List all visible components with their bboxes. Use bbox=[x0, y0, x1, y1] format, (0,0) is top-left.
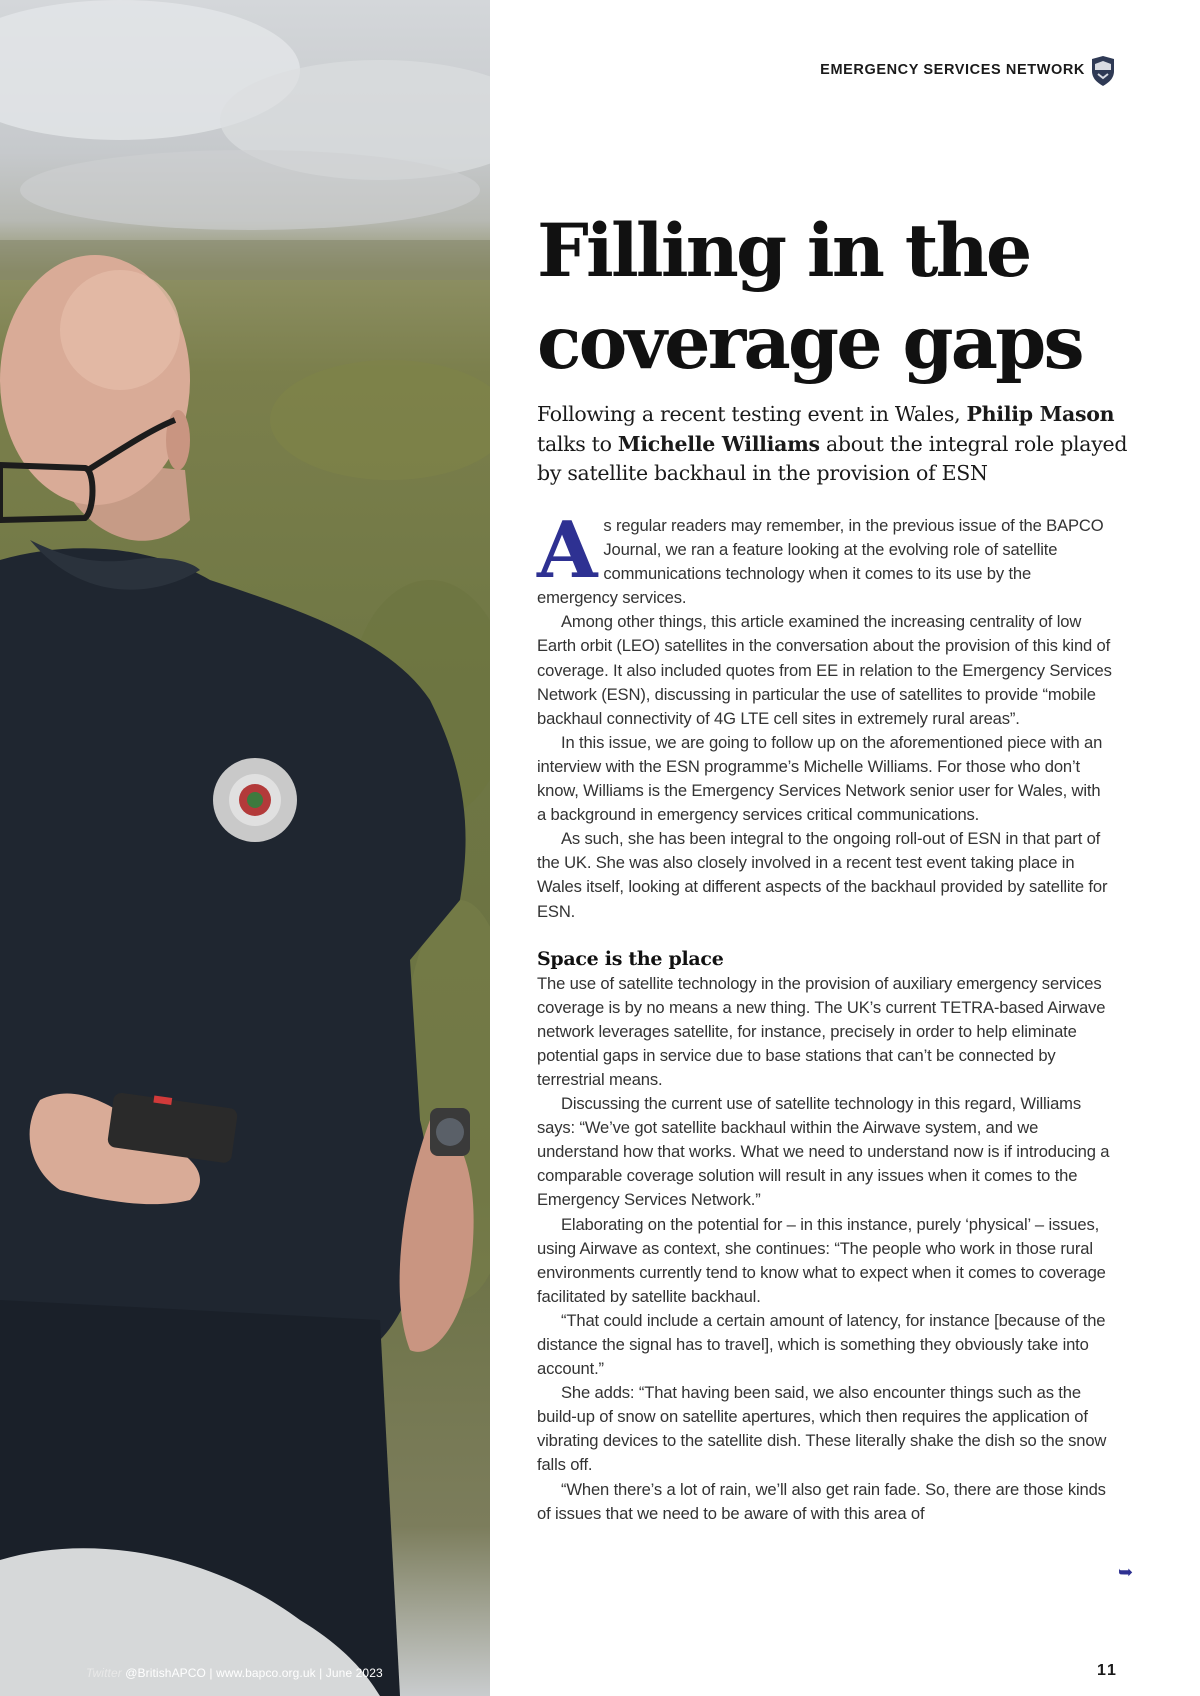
drop-cap: A bbox=[537, 505, 598, 596]
body-paragraph-text: s regular readers may remember, in the previous issue of the BAPCO Journal, we ran a feature looking at the evolving role of satellite communications technology when it comes to its use by the emergency services. bbox=[537, 516, 1104, 608]
body-paragraph: Discussing the current use of satellite technology in this regard, Williams says: “We’ve got satellite backhaul within the Airwave system, and we understand how that works. What we need to understand now is if introducing a comparable coverage solution will result in any issues when it comes to the Emergency Services Network.” bbox=[537, 1094, 1110, 1210]
standfirst-part-3: about the integral role played by satellite backhaul in the provision of ESN bbox=[537, 431, 1128, 485]
body-paragraph bbox=[537, 505, 1112, 610]
footer-twitter-handle[interactable]: @BritishAPCO bbox=[121, 1666, 206, 1680]
headline-line-1: Filling in the bbox=[537, 208, 1030, 294]
body-paragraph: Elaborating on the potential for – in this instance, purely ‘physical’ – issues, using Airwave as context, she continues: “The people who work in those rural environments currently tend to know what to expect when it comes to coverage facilitated by satellite backhaul. bbox=[537, 1214, 1106, 1306]
body-paragraph: “That could include a certain amount of latency, for instance [because of the distance the signal has to travel], which is something they obviously take into account.” bbox=[537, 1310, 1106, 1379]
section-label: EMERGENCY SERVICES NETWORK bbox=[820, 62, 1085, 78]
standfirst-part-2: talks to bbox=[537, 431, 618, 456]
continue-arrow-icon: ➥ bbox=[1118, 1562, 1134, 1582]
footer-twitter-label: Twitter bbox=[86, 1666, 122, 1680]
body-paragraph: She adds: “That having been said, we also encounter things such as the build-up of snow on satellite apertures, which then requires the application of vibrating devices to the satellite dish. These literally shake the dish so the snow falls off. bbox=[537, 1383, 1107, 1475]
headline-line-2: coverage gaps bbox=[537, 300, 1082, 386]
body-subheading: Space is the place bbox=[537, 947, 724, 970]
article-standfirst bbox=[537, 400, 1137, 489]
standfirst-interviewee: Michelle Williams bbox=[617, 431, 820, 456]
firefighter-photo-illustration bbox=[0, 0, 490, 1696]
article-headline bbox=[537, 205, 1137, 389]
esn-shield-icon bbox=[1090, 56, 1116, 86]
article-photo bbox=[0, 0, 490, 1696]
body-paragraph: As such, she has been integral to the ongoing roll-out of ESN in that part of the UK. She was also closely involved in a recent test event taking place in Wales itself, looking at different aspects of the backhaul provided by satellite for ESN. bbox=[537, 829, 1108, 921]
body-paragraph: In this issue, we are going to follow up on the aforementioned piece with an interview with the ESN programme’s Michelle Williams. For those who don’t know, Williams is the Emergency Services Network senior user for Wales, with a background in emergency services critical communications. bbox=[537, 732, 1103, 825]
footer-site-date: | www.bapco.org.uk | June 2023 bbox=[205, 1666, 383, 1680]
page-number: 11 bbox=[1097, 1662, 1118, 1679]
fire-service-badge-icon bbox=[213, 758, 297, 842]
body-paragraph: “When there’s a lot of rain, we’ll also get rain fade. So, there are those kinds of issues that we need to be aware of with this area of bbox=[537, 1479, 1106, 1523]
body-paragraph: Among other things, this article examined the increasing centrality of low Earth orbit (LEO) satellites in the conversation about the provision of this kind of coverage. It also included quotes from EE in relation to the Emergency Services Network (ESN), discussing in particular the use of satellites to provide “mobile backhaul connectivity of 4G LTE cell sites in extremely rural areas”. bbox=[537, 612, 1112, 728]
footer-credits bbox=[86, 1666, 383, 1680]
standfirst-author: Philip Mason bbox=[966, 402, 1115, 426]
article-body bbox=[537, 505, 1112, 1526]
standfirst-part-1: Following a recent testing event in Wales, bbox=[537, 402, 967, 426]
body-paragraph: The use of satellite technology in the provision of auxiliary emergency services coverage is by no means a new thing. The UK’s current TETRA-based Airwave network leverages satellite, for instance, precisely in order to help eliminate potential gaps in service due to base stations that can’t be connected by terrestrial means. bbox=[537, 973, 1106, 1089]
